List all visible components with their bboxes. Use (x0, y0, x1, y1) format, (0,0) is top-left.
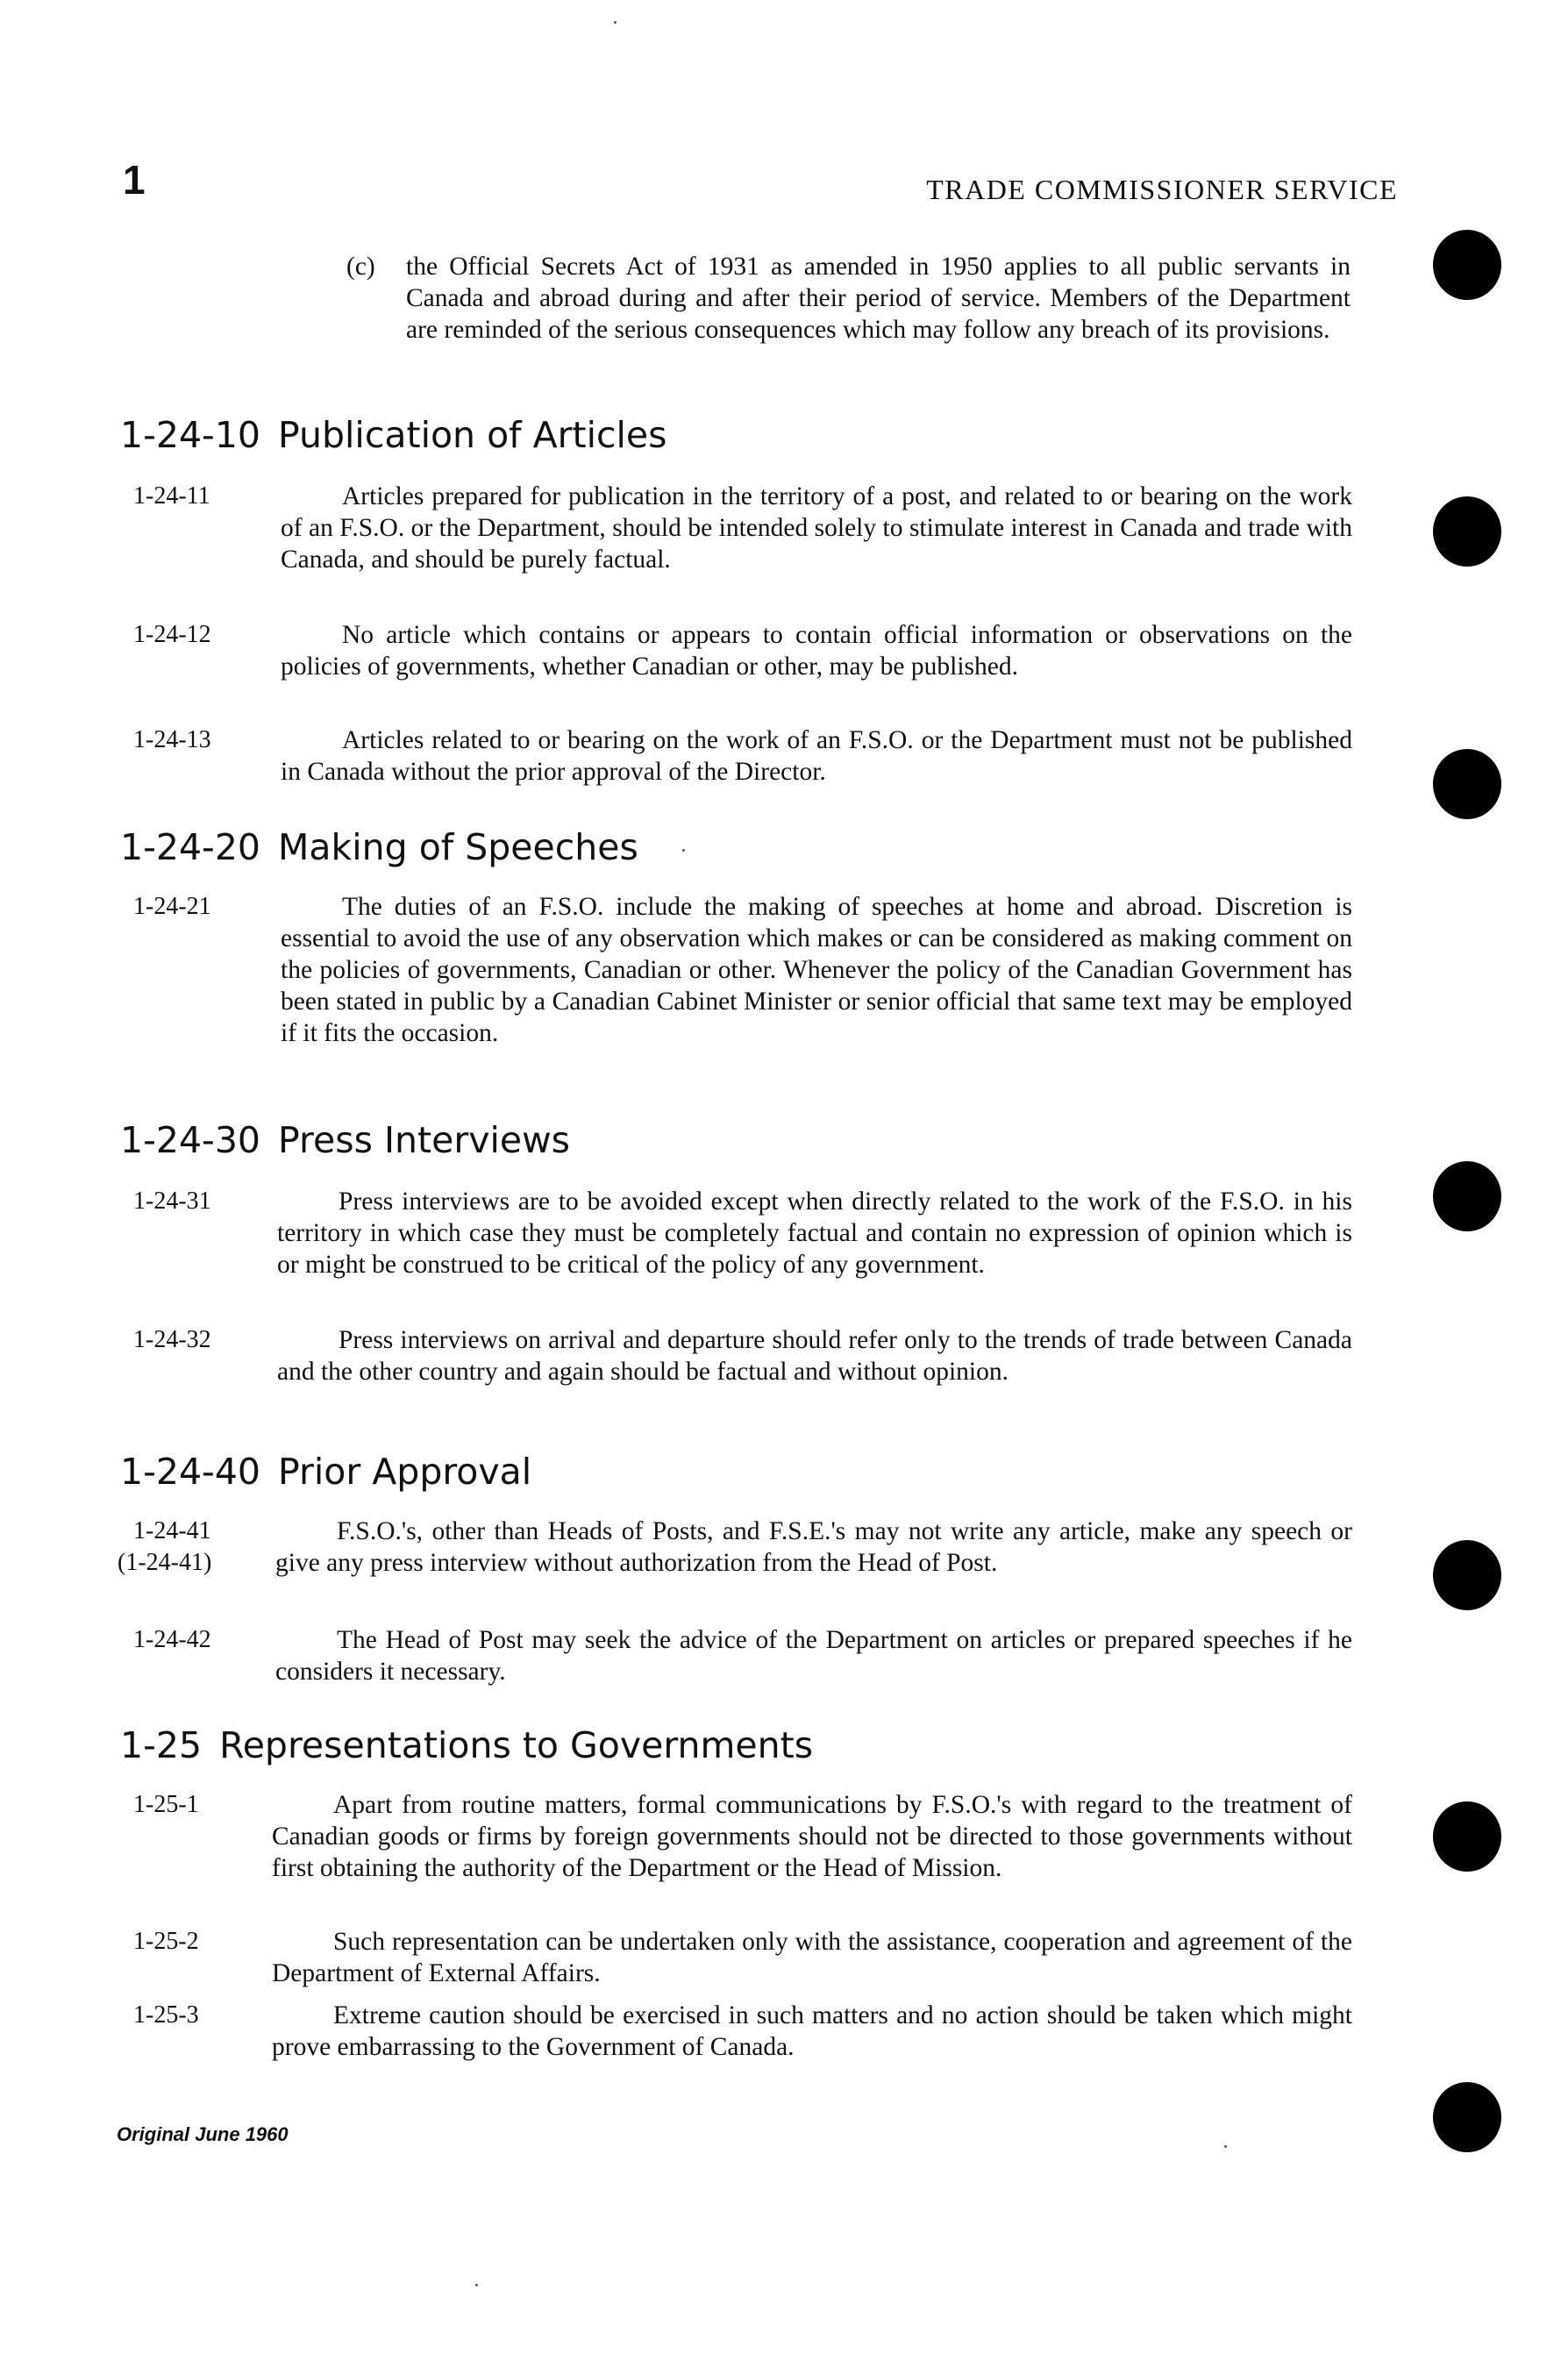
scan-speck (614, 21, 617, 24)
paragraph-text: Apart from routine matters, formal communications by F.S.O.'s with regard to the treatment of Canadian goods or firms by foreign governments should not be directed to those governments without first obtaining the authority of the Department or the Head of Mission. (272, 1791, 1352, 1882)
paragraph-ref: 1-24-21 (133, 893, 211, 920)
paragraph-ref: 1-24-13 (133, 726, 211, 753)
paragraph-text: Articles prepared for publication in the territory of a post, and related to or bearing on the work of an F.S.O. or the Department, should be intended solely to stimulate interest in Canada and trade with Canada, and should be purely factual. (281, 482, 1352, 574)
scan-speck (682, 849, 685, 852)
paragraph-ref: 1-25-2 (133, 1928, 199, 1955)
paragraph-text: Such representation can be undertaken only with the assistance, cooperation and agreement of the Department of External Affairs. (272, 1928, 1352, 1987)
section-title: Prior Approval (278, 1451, 532, 1493)
punch-hole (1433, 2082, 1501, 2152)
paragraph-ref: 1-24-31 (133, 1188, 211, 1215)
section-number: 1-24-40 (120, 1451, 261, 1493)
scan-speck (475, 2284, 478, 2286)
paragraph-text: Extreme caution should be exercised in such matters and no action should be taken which might prove embarrassing to the Government of Canada. (272, 2001, 1352, 2061)
punch-hole (1433, 1801, 1501, 1872)
paragraph-ref-alt: (1-24-41) (118, 1549, 212, 1576)
paragraph-ref: 1-24-41 (133, 1517, 211, 1544)
paragraph (277, 1324, 1352, 1387)
paragraph-text: The Head of Post may seek the advice of the Department on articles or prepared speeches if he considers it necessary. (275, 1626, 1352, 1686)
paragraph-text: Articles related to or bearing on the work of an F.S.O. or the Department must not be published in Canada without the prior approval of the Director. (281, 726, 1352, 786)
paragraph (281, 891, 1352, 1049)
clause-text: the Official Secrets Act of 1931 as amended in 1950 applies to all public servants in Canada and abroad during and after their period of service. Members of the Department are reminded of the serious consequences which may follow any breach of its provisions. (406, 253, 1351, 344)
section-number: 1-24-20 (120, 826, 261, 868)
running-title: TRADE COMMISSIONER SERVICE (926, 174, 1398, 205)
paragraph-ref: 1-24-11 (133, 482, 210, 510)
section-title: Publication of Articles (278, 414, 667, 456)
paragraph (272, 2000, 1352, 2063)
paragraph-text: No article which contains or appears to contain official information or observations on the policies of governments, whether Canadian or other, may be published. (281, 621, 1352, 681)
paragraph (275, 1624, 1352, 1687)
paragraph-text: Press interviews on arrival and departure should refer only to the trends of trade between Canada and the other country and again should be factual and without opinion. (277, 1326, 1352, 1386)
punch-hole (1433, 1161, 1501, 1231)
paragraph-ref: 1-24-42 (133, 1626, 211, 1653)
paragraph (272, 1789, 1352, 1884)
section-title: Press Interviews (278, 1119, 570, 1161)
paragraph (281, 481, 1352, 575)
section-heading (120, 1451, 531, 1493)
paragraph-ref: 1-24-32 (133, 1326, 211, 1353)
paragraph (272, 1926, 1352, 1989)
punch-hole (1433, 496, 1501, 567)
paragraph (281, 619, 1352, 682)
paragraph-ref: 1-25-3 (133, 2001, 199, 2029)
paragraph (275, 1516, 1352, 1579)
section-number: 1-24-30 (120, 1119, 261, 1161)
section-number: 1-25 (120, 1724, 203, 1766)
clause-marker: (c) (346, 253, 375, 281)
paragraph-text: The duties of an F.S.O. include the making of speeches at home and abroad. Discretion is essential to avoid the use of any observation which makes or can be considered as making comment on the policies of governments, Canadian or other. Whenever the policy of the Canadian Government has been stated in public by a Canadian Cabinet Minister or senior official that same text may be employed if it fits the occasion. (281, 893, 1352, 1047)
section-heading (120, 414, 667, 456)
paragraph-text: Press interviews are to be avoided except when directly related to the work of the F.S.O. in his territory in which case they must be completely factual and contain no expression of opinion which is or might be construed to be critical of the policy of any government. (277, 1188, 1352, 1279)
section-number: 1-24-10 (120, 414, 261, 456)
paragraph-ref: 1-24-12 (133, 621, 211, 648)
paragraph-ref: 1-25-1 (133, 1791, 199, 1818)
section-heading (120, 1119, 570, 1161)
punch-hole (1433, 230, 1501, 300)
section-title: Making of Speeches (278, 826, 638, 868)
intro-clause (346, 251, 1351, 346)
section-heading (120, 1724, 813, 1766)
punch-hole (1433, 1540, 1501, 1610)
scan-speck (1224, 2145, 1227, 2148)
paragraph (281, 724, 1352, 788)
paragraph (277, 1186, 1352, 1280)
section-title: Representations to Governments (219, 1724, 814, 1766)
paragraph-text: F.S.O.'s, other than Heads of Posts, and F.S.E.'s may not write any article, make any speech or give any press interview without authorization from the Head of Post. (275, 1517, 1352, 1577)
page-number: 1 (123, 157, 146, 203)
punch-hole (1433, 749, 1501, 819)
edition-note: Original June 1960 (117, 2123, 289, 2145)
section-heading (120, 826, 638, 868)
